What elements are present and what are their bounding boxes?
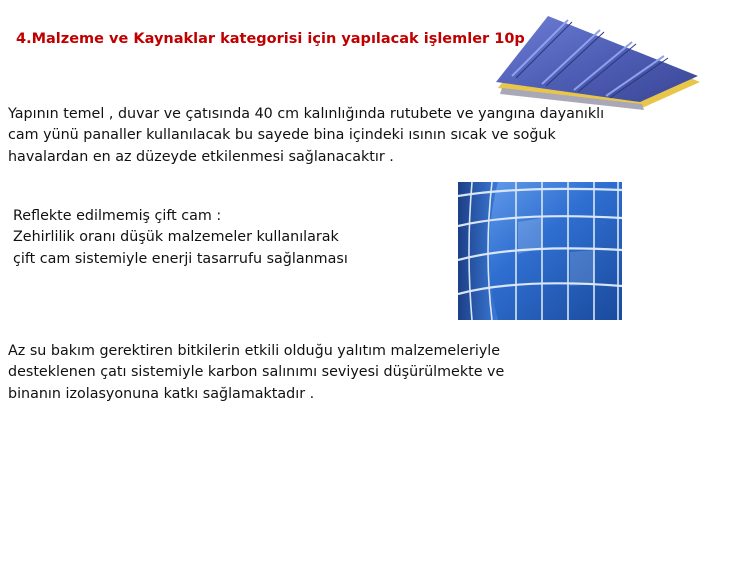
paragraph-line: Az su bakım gerektiren bitkilerin etkili olduğu yalıtım malzemeleriyle bbox=[8, 343, 501, 359]
paragraph-heading: Reflekte edilmemiş çift cam : bbox=[13, 208, 222, 224]
glass-facade-image bbox=[458, 182, 622, 320]
paragraph-line: Yapının temel , duvar ve çatısında 40 cm kalınlığında rutubete ve yangına dayanıklı bbox=[8, 106, 605, 122]
paragraph-line: cam yünü panaller kullanılacak bu sayede bina içindeki ısının sıcak ve soğuk bbox=[8, 127, 556, 144]
slide-title: 4.Malzeme ve Kaynaklar kategorisi için yapılacak işlemler 10p bbox=[16, 31, 525, 47]
paragraph-line: çift cam sistemiyle enerji tasarrufu sağlanması bbox=[13, 250, 348, 267]
paragraph-line: desteklenen çatı sistemiyle karbon salınımı seviyesi düşürülmekte ve bbox=[8, 364, 505, 381]
insulation-paragraph bbox=[8, 104, 604, 168]
paragraph-line: havalardan en az düzeyde etkilenmesi sağlanacaktır . bbox=[8, 148, 394, 165]
paragraph-line: binanın izolasyonuna katkı sağlamaktadır . bbox=[8, 385, 315, 402]
double-glass-paragraph bbox=[13, 206, 348, 270]
roof-panel-image bbox=[492, 16, 702, 110]
roof-system-paragraph bbox=[8, 341, 504, 405]
paragraph-line: Zehirlilik oranı düşük malzemeler kullanılarak bbox=[13, 229, 339, 246]
